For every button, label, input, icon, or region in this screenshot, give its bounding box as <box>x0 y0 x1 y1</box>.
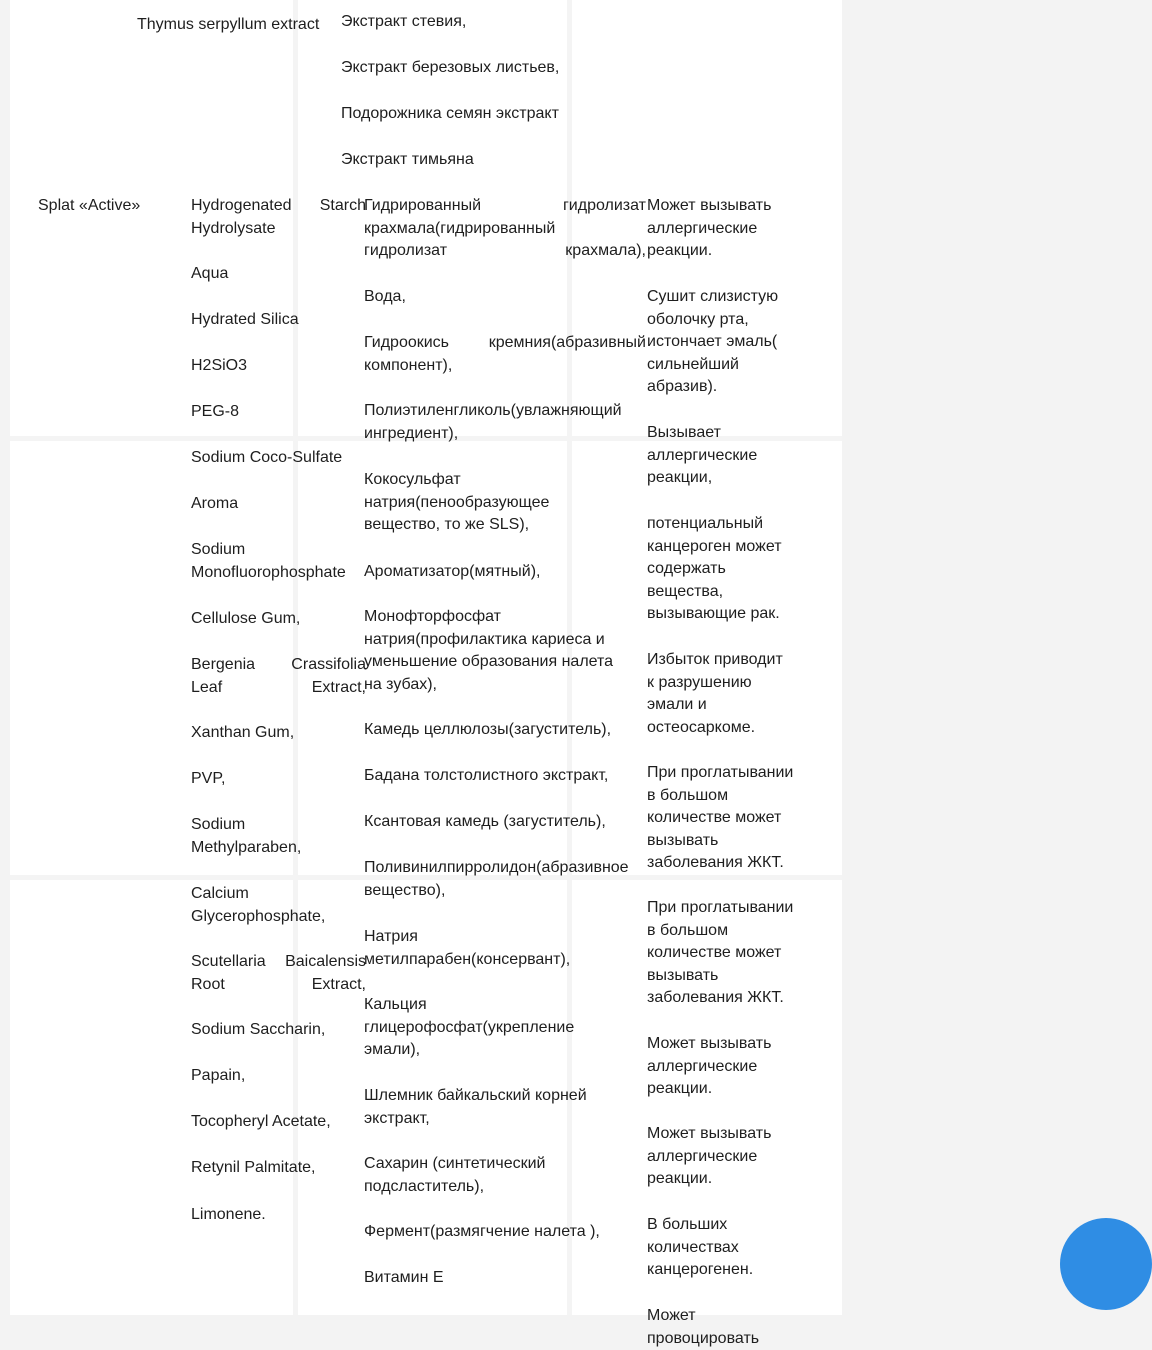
ingredient-name: PEG-8 <box>191 403 240 420</box>
floating-action-button[interactable] <box>1060 1218 1152 1310</box>
ingredient-description: Экстракт стевия, <box>341 13 467 30</box>
ingredient-description: Кокосульфат натрия(пенообразующее вещество, то же SLS), <box>364 471 550 533</box>
ingredient-name: Thymus serpyllum extract <box>137 16 320 33</box>
ingredient-description: Ксантовая камедь (загуститель), <box>364 813 606 830</box>
ingredient-description: Экстракт березовых листьев, <box>341 59 560 76</box>
ingredient-effect: Может вызывать аллергические реакции. <box>647 197 772 259</box>
ingredient-name: Retynil Palmitate, <box>191 1159 316 1176</box>
ingredient-description: Подорожника семян экстракт <box>341 105 559 122</box>
ingredient-name: Papain, <box>191 1067 246 1084</box>
product-name: Splat «Active» <box>38 197 141 214</box>
ingredient-name: Scutellaria Baicalensis Root Extract, <box>191 953 366 993</box>
ingredient-description: Шлемник байкальский корней экстракт, <box>364 1087 587 1127</box>
ingredient-name: H2SiO3 <box>191 357 248 374</box>
ingredient-description: Витамин Е <box>364 1269 444 1286</box>
ingredient-description: Бадана толстолистного экстракт, <box>364 767 609 784</box>
ingredient-name: Xanthan Gum, <box>191 724 295 741</box>
ingredient-effect: Может вызывать аллергические реакции. <box>647 1125 772 1187</box>
ingredient-name: Hydrated Silica <box>191 311 299 328</box>
ingredient-name: Aroma <box>191 495 239 512</box>
document-page <box>10 0 842 1347</box>
ingredient-description: Натрия метилпарабен(консервант), <box>364 928 571 968</box>
ingredient-effect: потенциальный канцероген может содержать вещества, вызывающие рак. <box>647 515 782 622</box>
ingredient-description: Фермент(размягчение налета ), <box>364 1223 600 1240</box>
ingredient-description: Кальция глицерофосфат(укрепление эмали), <box>364 996 575 1058</box>
ingredient-description: Вода, <box>364 288 406 305</box>
ingredient-description: Поливинилпирролидон(абразивное вещество), <box>364 859 629 899</box>
ingredient-effect: Может вызывать аллергические реакции. <box>647 1035 772 1097</box>
ingredient-description: Гидроокись кремния(абразивный компонент), <box>364 334 646 374</box>
ingredient-description: Сахарин (синтетический подсластитель), <box>364 1155 546 1195</box>
ingredient-name: Limonene. <box>191 1206 266 1223</box>
ingredient-effect: Может провоцировать <box>647 1307 760 1347</box>
ingredient-effect: Сушит слизистую оболочку рта, истончает эмаль( сильнейший абразив). <box>647 288 779 395</box>
ingredient-name: Tocopheryl Acetate, <box>191 1113 331 1130</box>
ingredient-effect: При проглатывании в большом количестве может вызывать заболевания ЖКТ. <box>647 899 794 1006</box>
ingredient-name: Sodium Saccharin, <box>191 1021 326 1038</box>
ingredient-effect: Избыток приводит к разрушению эмали и остеосаркоме. <box>647 651 783 736</box>
ingredient-name: Sodium Coco-Sulfate <box>191 449 343 466</box>
ingredient-description: Ароматизатор(мятный), <box>364 563 541 580</box>
ingredient-description: Полиэтиленгликоль(увлажняющий ингредиент), <box>364 402 622 442</box>
ingredient-effect: В больших количествах канцерогенен. <box>647 1216 754 1278</box>
ingredient-description: Гидрированный гидролизат крахмала(гидрированный гидролизат крахмала), <box>364 197 646 259</box>
ingredient-description: Монофторфосфат натрия(профилактика кариеса и уменьшение образования налета на зубах), <box>364 608 614 693</box>
ingredient-name: Calcium Glycerophosphate, <box>191 885 326 925</box>
ingredient-description: Экстракт тимьяна <box>341 151 474 168</box>
ingredient-description: Камедь целлюлозы(загуститель), <box>364 721 612 738</box>
ingredient-name: Aqua <box>191 265 229 282</box>
ingredient-name: PVP, <box>191 770 226 787</box>
ingredient-name: Hydrogenated Starch Hydrolysate <box>191 197 366 237</box>
ingredient-name: Cellulose Gum, <box>191 610 301 627</box>
ingredient-name: Sodium Methylparaben, <box>191 816 302 856</box>
ingredient-effect: При проглатывании в большом количестве может вызывать заболевания ЖКТ. <box>647 764 794 871</box>
ingredient-effect: Вызывает аллергические реакции, <box>647 424 758 486</box>
ingredient-name: Sodium Monofluorophosphate <box>191 541 346 581</box>
ingredient-name: Bergenia Crassifolia Leaf Extract, <box>191 656 366 696</box>
